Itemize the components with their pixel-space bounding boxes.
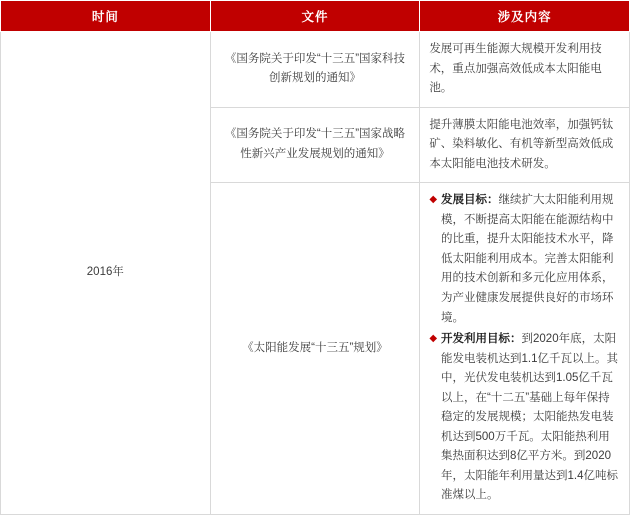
table-header-row <box>1 1 630 32</box>
column-header-time-label: 时间 <box>91 10 119 24</box>
content-bullet-target-lead: 开发利用目标： <box>441 333 522 346</box>
cell-content-2 <box>420 107 630 183</box>
column-header-document <box>210 1 420 32</box>
content-bullet-goal <box>429 191 620 328</box>
content-bullet-target-text: 到2020年底，太阳能发电装机达到1.1亿千瓦以上。其中，光伏发电装机达到1.05亿千瓦以上，在“十二五”基础上每年保持稳定的发展规模；太阳能热发电装机达到500万千瓦。太阳能热利用集热面积达到8亿平方米。到2020年，太阳能年利用量达到1.4亿吨标准煤以上。 <box>441 333 619 502</box>
content-bullet-target-body <box>441 330 620 506</box>
diamond-bullet-icon: ◆ <box>429 333 438 345</box>
content-bullet-goal-body <box>441 191 620 328</box>
content-paragraph: 发展可再生能源大规模开发利用技术，重点加强高效低成本太阳能电池。 <box>429 43 602 95</box>
table-row <box>1 32 630 108</box>
cell-content-1 <box>420 32 630 108</box>
table-body <box>1 32 630 515</box>
column-header-document-label: 文件 <box>301 10 329 24</box>
content-paragraph: 提升薄膜太阳能电池效率，加强钙钛矿、染料敏化、有机等新型高效低成本太阳能电池技术研发。 <box>429 118 614 170</box>
cell-document-1: 《国务院关于印发“十三五”国家科技创新规划的通知》 <box>210 32 420 108</box>
table-header <box>1 1 630 32</box>
cell-content-3 <box>420 183 630 515</box>
content-bullet-target <box>429 330 620 506</box>
column-header-content <box>420 1 630 32</box>
cell-time-2016: 2016年 <box>1 32 211 515</box>
content-bullet-goal-lead: 发展目标： <box>441 194 499 207</box>
column-header-content-label: 涉及内容 <box>497 10 552 24</box>
cell-document-3: 《太阳能发展“十三五”规划》 <box>210 183 420 515</box>
cell-document-2: 《国务院关于印发“十三五”国家战略性新兴产业发展规划的通知》 <box>210 107 420 183</box>
column-header-time <box>1 1 211 32</box>
content-bullet-goal-text: 继续扩大太阳能利用规模，不断提高太阳能在能源结构中的比重，提升太阳能技术水平，降低太阳能利用成本。完善太阳能利用的技术创新和多元化应用体系，为产业健康发展提供良好的市场环境。 <box>441 194 614 324</box>
diamond-bullet-icon: ◆ <box>429 194 438 206</box>
